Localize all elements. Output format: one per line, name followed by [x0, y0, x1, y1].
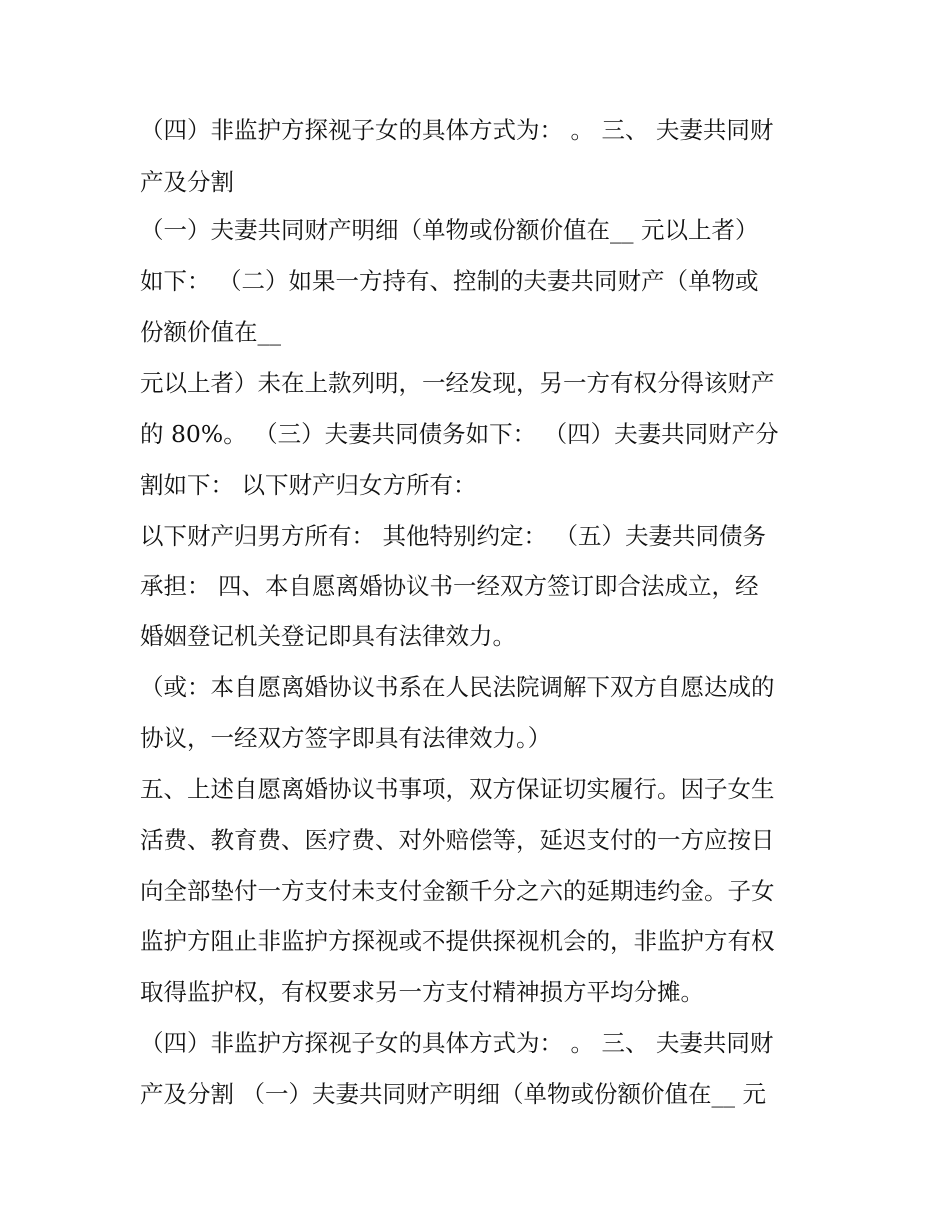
text-line: 元以上者）未在上款列明，一经发现，另一方有权分得该财产 [140, 369, 775, 397]
text-line: 向全部垫付一方支付未支付金额千分之六的延期违约金。子女 [140, 877, 775, 905]
text-line: 协议，一经双方签字即具有法律效力。） [140, 724, 552, 752]
text-line: （四）非监护方探视子女的具体方式为： 。 三、 夫妻共同财 [140, 116, 774, 144]
text-line: 如下： （二）如果一方持有、控制的夫妻共同财产（单物或 [140, 267, 759, 295]
text-line: 产及分割 （一）夫妻共同财产明细（单物或份额价值在__ 元 [140, 1080, 766, 1108]
text-line: 活费、教育费、医疗费、对外赔偿等，延迟支付的一方应按日 [140, 826, 775, 854]
text-line: 割如下： 以下财产归女方所有： [140, 471, 477, 499]
text-line: （四）非监护方探视子女的具体方式为： 。 三、 夫妻共同财 [140, 1029, 774, 1057]
text-line: （或：本自愿离婚协议书系在人民法院调解下双方自愿达成的 [140, 673, 775, 701]
text-line: 产及分割 [140, 168, 234, 196]
text-line: （一）夫妻共同财产明细（单物或份额价值在__ 元以上者） [140, 216, 759, 244]
text-line: 以下财产归男方所有： 其他特别约定： （五）夫妻共同债务 [140, 522, 766, 550]
text-line: 婚姻登记机关登记即具有法律效力。 [140, 622, 516, 650]
text-line: 份额价值在__ [140, 318, 281, 346]
text-line: 取得监护权，有权要求另一方支付精神损方平均分摊。 [140, 978, 704, 1006]
text-line: 承担： 四、本自愿离婚协议书一经双方签订即合法成立，经 [140, 572, 759, 600]
text-line: 五、上述自愿离婚协议书事项，双方保证切实履行。因子女生 [140, 775, 775, 803]
text-line: 的 80%。 （三）夫妻共同债务如下： （四）夫妻共同财产分 [140, 420, 779, 448]
text-line: 监护方阻止非监护方探视或不提供探视机会的，非监护方有权 [140, 927, 775, 955]
